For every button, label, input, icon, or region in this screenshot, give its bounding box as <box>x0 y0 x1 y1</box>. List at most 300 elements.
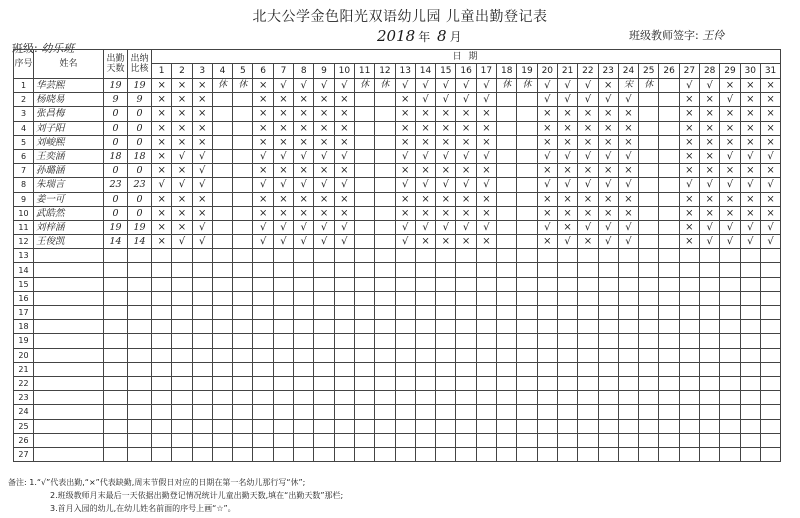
attendance-mark: × <box>557 220 577 234</box>
attendance-mark <box>415 306 435 320</box>
attendance-mark: 休 <box>212 79 232 93</box>
attendance-mark: √ <box>720 93 740 107</box>
attendance-mark <box>618 433 638 447</box>
row-index: 25 <box>14 419 34 433</box>
table-row <box>14 291 781 305</box>
attendance-mark: × <box>679 107 699 121</box>
attendance-mark <box>679 348 699 362</box>
attendance-mark <box>618 376 638 390</box>
attendance-mark <box>679 376 699 390</box>
attendance-mark <box>212 164 232 178</box>
attendance-mark <box>314 306 334 320</box>
attendance-mark <box>517 362 537 376</box>
attendance-mark <box>456 348 476 362</box>
attend-days <box>104 277 128 291</box>
child-name <box>34 348 104 362</box>
attendance-mark <box>436 362 456 376</box>
attendance-mark <box>375 277 395 291</box>
attendance-mark <box>517 277 537 291</box>
row-index: 10 <box>14 206 34 220</box>
attendance-mark: × <box>152 79 172 93</box>
attendance-mark <box>192 405 212 419</box>
attendance-mark: × <box>294 121 314 135</box>
attendance-mark <box>192 447 212 461</box>
attendance-mark <box>578 306 598 320</box>
day-header: 25 <box>639 64 659 79</box>
attendance-mark <box>497 164 517 178</box>
attendance-mark <box>294 263 314 277</box>
attendance-mark <box>740 306 760 320</box>
attendance-mark <box>578 362 598 376</box>
row-index: 26 <box>14 433 34 447</box>
attendance-mark: × <box>334 164 354 178</box>
attendance-mark: √ <box>740 235 760 249</box>
attendance-mark <box>212 419 232 433</box>
year-suffix: 年 <box>418 30 431 44</box>
attendance-mark: × <box>152 235 172 249</box>
attendance-mark: × <box>618 164 638 178</box>
attendance-mark <box>253 334 273 348</box>
attendance-mark <box>354 291 374 305</box>
attendance-mark: 休 <box>497 79 517 93</box>
attendance-mark <box>212 206 232 220</box>
attendance-mark: √ <box>700 178 720 192</box>
table-row <box>14 348 781 362</box>
attendance-mark: √ <box>294 149 314 163</box>
attendance-mark: √ <box>760 220 780 234</box>
attendance-mark <box>578 277 598 291</box>
attendance-mark <box>233 291 253 305</box>
attendance-mark <box>700 362 720 376</box>
attendance-mark <box>436 433 456 447</box>
fee-days <box>128 433 152 447</box>
attendance-mark <box>436 405 456 419</box>
attendance-mark: 休 <box>639 79 659 93</box>
attendance-mark <box>294 447 314 461</box>
table-row <box>14 135 781 149</box>
attendance-mark: × <box>740 93 760 107</box>
attendance-mark <box>415 291 435 305</box>
attendance-mark <box>659 405 679 419</box>
attendance-mark <box>517 391 537 405</box>
attendance-mark <box>375 376 395 390</box>
attendance-mark <box>172 249 192 263</box>
attendance-mark: √ <box>740 220 760 234</box>
attendance-mark <box>294 334 314 348</box>
attendance-mark <box>273 433 293 447</box>
attendance-mark <box>172 362 192 376</box>
attendance-mark <box>639 306 659 320</box>
attendance-mark: √ <box>618 220 638 234</box>
day-header: 14 <box>415 64 435 79</box>
attendance-mark: × <box>152 93 172 107</box>
attendance-mark: × <box>537 121 557 135</box>
child-name <box>34 249 104 263</box>
fee-days: 9 <box>128 93 152 107</box>
day-header: 23 <box>598 64 618 79</box>
attendance-mark <box>395 376 415 390</box>
attendance-mark: × <box>618 206 638 220</box>
attendance-mark <box>517 192 537 206</box>
attendance-mark: √ <box>273 235 293 249</box>
year-value: 2018 <box>377 27 416 45</box>
attendance-mark: × <box>720 79 740 93</box>
attendance-mark <box>537 320 557 334</box>
attendance-mark <box>557 306 577 320</box>
attendance-mark <box>395 419 415 433</box>
attendance-mark <box>415 447 435 461</box>
attendance-mark <box>476 277 496 291</box>
attendance-mark: √ <box>334 235 354 249</box>
attendance-mark: × <box>557 192 577 206</box>
attendance-mark: √ <box>598 149 618 163</box>
attendance-mark <box>233 419 253 433</box>
attendance-mark: × <box>598 135 618 149</box>
attendance-mark <box>294 348 314 362</box>
attend-days <box>104 405 128 419</box>
attendance-mark <box>760 291 780 305</box>
attendance-mark <box>557 362 577 376</box>
row-index: 24 <box>14 405 34 419</box>
attendance-mark: × <box>700 164 720 178</box>
attendance-mark <box>395 391 415 405</box>
table-row <box>14 362 781 376</box>
attendance-mark: × <box>476 107 496 121</box>
attendance-mark <box>557 433 577 447</box>
attendance-mark <box>415 362 435 376</box>
attendance-mark: √ <box>436 178 456 192</box>
attendance-mark: × <box>700 206 720 220</box>
attendance-mark: √ <box>578 149 598 163</box>
attendance-mark <box>578 419 598 433</box>
attendance-mark <box>740 291 760 305</box>
attendance-mark <box>354 348 374 362</box>
day-header: 17 <box>476 64 496 79</box>
fee-days: 18 <box>128 149 152 163</box>
attendance-mark <box>354 249 374 263</box>
attendance-mark: √ <box>436 149 456 163</box>
fee-days: 19 <box>128 220 152 234</box>
attendance-mark <box>294 391 314 405</box>
attendance-mark <box>273 447 293 461</box>
attendance-mark: √ <box>700 220 720 234</box>
attendance-mark <box>395 362 415 376</box>
table-row <box>14 405 781 419</box>
attendance-mark: × <box>152 149 172 163</box>
attendance-mark: √ <box>415 178 435 192</box>
attendance-mark <box>415 419 435 433</box>
attendance-mark <box>557 447 577 461</box>
attendance-mark: × <box>760 164 780 178</box>
attendance-mark <box>537 433 557 447</box>
attendance-mark <box>436 320 456 334</box>
attend-days: 14 <box>104 235 128 249</box>
attendance-mark <box>375 433 395 447</box>
col-header-attend-days: 出勤天数 <box>104 50 128 79</box>
attend-days <box>104 391 128 405</box>
attendance-mark: √ <box>314 79 334 93</box>
attendance-mark <box>354 164 374 178</box>
attendance-mark <box>314 376 334 390</box>
attendance-mark <box>253 348 273 362</box>
attendance-mark: × <box>152 192 172 206</box>
attendance-mark <box>476 362 496 376</box>
attendance-mark <box>537 391 557 405</box>
attendance-mark: √ <box>476 149 496 163</box>
attendance-mark <box>192 419 212 433</box>
attendance-mark <box>375 391 395 405</box>
attendance-mark: × <box>253 192 273 206</box>
note-1: 1.“√”代表出勤,“×”代表缺勤,周末节假日对应的日期在第一名幼儿那行写“休”; <box>29 478 306 487</box>
attendance-mark <box>152 419 172 433</box>
attendance-mark <box>233 306 253 320</box>
col-header-date-group: 日 期 <box>152 50 781 64</box>
class-value: 幼乐班 <box>41 42 75 55</box>
attendance-mark <box>172 405 192 419</box>
attendance-mark <box>517 405 537 419</box>
attendance-mark <box>456 391 476 405</box>
attendance-mark <box>253 249 273 263</box>
attendance-mark: × <box>476 235 496 249</box>
attend-days <box>104 433 128 447</box>
row-index: 16 <box>14 291 34 305</box>
attendance-mark <box>639 93 659 107</box>
attendance-mark: × <box>294 93 314 107</box>
attendance-mark: × <box>415 107 435 121</box>
attendance-mark <box>760 306 780 320</box>
attendance-mark <box>253 306 273 320</box>
attendance-mark <box>436 277 456 291</box>
attendance-mark <box>639 291 659 305</box>
day-header: 1 <box>152 64 172 79</box>
fee-days: 0 <box>128 121 152 135</box>
attendance-mark <box>598 334 618 348</box>
attendance-mark: × <box>334 206 354 220</box>
attendance-mark: × <box>456 135 476 149</box>
attendance-mark <box>395 334 415 348</box>
attendance-mark <box>192 306 212 320</box>
attendance-mark <box>700 433 720 447</box>
row-index: 12 <box>14 235 34 249</box>
attendance-mark <box>740 433 760 447</box>
attendance-mark <box>700 405 720 419</box>
attendance-mark: × <box>720 206 740 220</box>
attendance-mark <box>720 249 740 263</box>
row-index: 15 <box>14 277 34 291</box>
attendance-mark <box>456 277 476 291</box>
attendance-mark <box>395 291 415 305</box>
attendance-mark <box>212 93 232 107</box>
fee-days: 19 <box>128 79 152 93</box>
attendance-mark <box>294 320 314 334</box>
attendance-mark <box>212 348 232 362</box>
attendance-mark <box>618 362 638 376</box>
attend-days: 0 <box>104 107 128 121</box>
attendance-mark <box>212 306 232 320</box>
table-row <box>14 93 781 107</box>
attendance-mark <box>415 348 435 362</box>
attendance-mark <box>517 206 537 220</box>
row-index: 4 <box>14 121 34 135</box>
attendance-mark: × <box>456 192 476 206</box>
attendance-mark: √ <box>537 220 557 234</box>
attendance-mark: × <box>598 79 618 93</box>
attendance-mark: × <box>598 107 618 121</box>
attendance-mark <box>740 277 760 291</box>
attendance-mark <box>273 291 293 305</box>
fee-days <box>128 348 152 362</box>
attendance-mark <box>152 291 172 305</box>
attendance-mark <box>354 206 374 220</box>
attendance-mark <box>700 447 720 461</box>
attendance-mark <box>436 249 456 263</box>
attendance-mark <box>720 391 740 405</box>
attendance-mark <box>273 391 293 405</box>
attendance-mark: √ <box>192 149 212 163</box>
attendance-mark: √ <box>760 149 780 163</box>
attendance-mark: √ <box>294 220 314 234</box>
attendance-mark <box>517 164 537 178</box>
attendance-mark <box>740 249 760 263</box>
attendance-mark: × <box>334 107 354 121</box>
attendance-mark <box>476 419 496 433</box>
attendance-mark: √ <box>598 220 618 234</box>
attendance-mark <box>537 334 557 348</box>
attendance-mark <box>476 447 496 461</box>
attendance-mark <box>517 320 537 334</box>
attendance-mark <box>233 164 253 178</box>
attendance-mark: 休 <box>233 79 253 93</box>
attendance-mark <box>618 320 638 334</box>
day-header: 8 <box>294 64 314 79</box>
child-name: 杨晓易 <box>34 93 104 107</box>
attendance-mark: × <box>273 135 293 149</box>
attendance-mark <box>618 391 638 405</box>
attendance-mark: √ <box>395 79 415 93</box>
attendance-mark <box>720 405 740 419</box>
attendance-mark <box>598 433 618 447</box>
attendance-mark <box>700 334 720 348</box>
day-header: 2 <box>172 64 192 79</box>
attend-days <box>104 334 128 348</box>
attendance-mark: √ <box>395 178 415 192</box>
table-row <box>14 107 781 121</box>
attendance-mark: × <box>314 121 334 135</box>
attendance-mark: √ <box>334 79 354 93</box>
attendance-mark <box>334 306 354 320</box>
attendance-mark <box>152 263 172 277</box>
attendance-mark <box>375 405 395 419</box>
attendance-mark <box>618 405 638 419</box>
attendance-mark <box>639 376 659 390</box>
fee-days: 0 <box>128 135 152 149</box>
attendance-mark: × <box>395 135 415 149</box>
attendance-mark <box>375 419 395 433</box>
attendance-mark: × <box>294 192 314 206</box>
day-header: 13 <box>395 64 415 79</box>
attendance-mark: √ <box>172 149 192 163</box>
attendance-mark <box>679 447 699 461</box>
attendance-mark <box>497 376 517 390</box>
attendance-mark <box>294 433 314 447</box>
attend-days: 23 <box>104 178 128 192</box>
attendance-mark: × <box>700 149 720 163</box>
attendance-mark: 宋 <box>618 79 638 93</box>
attendance-mark <box>334 376 354 390</box>
attendance-mark: × <box>395 192 415 206</box>
attendance-mark <box>659 149 679 163</box>
attendance-mark: × <box>436 135 456 149</box>
attendance-mark <box>334 433 354 447</box>
row-index: 21 <box>14 362 34 376</box>
attendance-mark: × <box>334 135 354 149</box>
attendance-mark: √ <box>192 178 212 192</box>
attendance-mark <box>557 277 577 291</box>
note-3: 3.首月入园的幼儿,在幼儿姓名前面的序号上画“☆”。 <box>50 504 236 513</box>
attendance-mark: × <box>152 206 172 220</box>
attendance-mark <box>497 220 517 234</box>
attendance-mark <box>517 149 537 163</box>
attendance-mark <box>639 121 659 135</box>
attendance-mark <box>334 320 354 334</box>
child-name <box>34 447 104 461</box>
attendance-mark <box>273 334 293 348</box>
day-header: 20 <box>537 64 557 79</box>
attend-days <box>104 263 128 277</box>
attendance-mark: × <box>740 121 760 135</box>
attendance-mark <box>375 178 395 192</box>
attendance-mark <box>152 376 172 390</box>
attendance-mark: × <box>415 121 435 135</box>
attendance-mark: × <box>334 121 354 135</box>
attendance-mark <box>212 376 232 390</box>
attendance-mark <box>618 291 638 305</box>
attendance-mark <box>760 320 780 334</box>
attendance-mark <box>659 93 679 107</box>
attendance-mark <box>740 376 760 390</box>
attendance-mark: × <box>172 164 192 178</box>
attendance-mark <box>354 192 374 206</box>
attendance-mark <box>497 405 517 419</box>
attendance-mark: × <box>578 235 598 249</box>
attendance-mark <box>659 121 679 135</box>
attendance-mark <box>476 405 496 419</box>
attendance-mark: × <box>253 93 273 107</box>
attendance-mark <box>395 263 415 277</box>
attendance-mark: × <box>679 121 699 135</box>
attendance-mark <box>436 376 456 390</box>
attendance-mark <box>598 277 618 291</box>
attendance-mark: × <box>679 135 699 149</box>
attendance-mark: × <box>578 164 598 178</box>
day-header: 16 <box>456 64 476 79</box>
attendance-mark: × <box>334 93 354 107</box>
child-name: 刘峻熙 <box>34 135 104 149</box>
attendance-mark <box>233 206 253 220</box>
child-name <box>34 433 104 447</box>
attendance-mark: × <box>415 164 435 178</box>
table-row <box>14 192 781 206</box>
day-header: 15 <box>436 64 456 79</box>
attendance-mark <box>639 249 659 263</box>
attendance-mark <box>557 348 577 362</box>
attendance-mark <box>659 192 679 206</box>
attendance-mark <box>233 249 253 263</box>
attendance-mark: × <box>152 164 172 178</box>
document-title: 北大公学金色阳光双语幼儿园 儿童出勤登记表 <box>252 9 548 25</box>
attendance-mark <box>172 391 192 405</box>
attendance-mark: √ <box>476 178 496 192</box>
